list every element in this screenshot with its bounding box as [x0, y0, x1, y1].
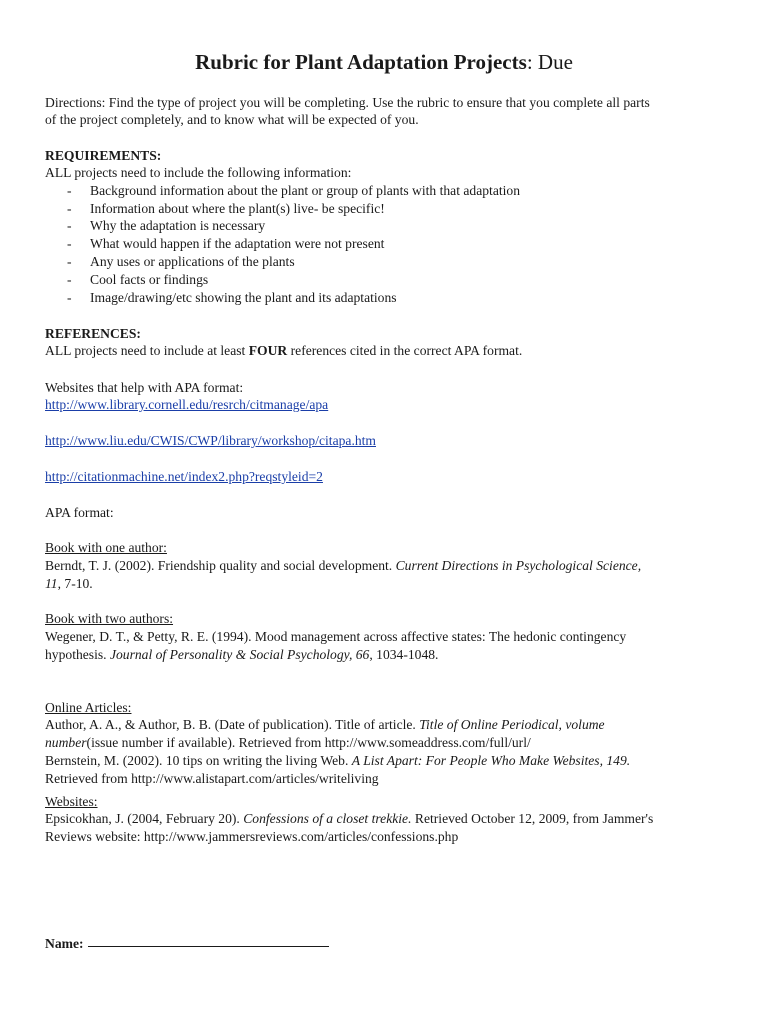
websites-heading: Websites:	[45, 794, 98, 809]
apa-link-liu[interactable]: http://www.liu.edu/CWIS/CWP/library/workshop/citapa.htm	[45, 433, 376, 448]
requirement-item: Why the adaptation is necessary	[90, 218, 266, 233]
requirement-item: What would happen if the adaptation were not present	[90, 236, 385, 251]
citation-italic: A List Apart: For People Who Make Websites, 149.	[351, 753, 631, 768]
references-requirement	[45, 342, 522, 359]
citation-text: Berndt, T. J. (2002). Friendship quality and social development.	[45, 558, 396, 573]
citation-text: (issue number if available). Retrieved from http://www.someaddress.com/full/url/	[86, 735, 531, 750]
requirement-item: Cool facts or findings	[90, 272, 209, 287]
book-two-authors-heading: Book with two authors:	[45, 611, 174, 626]
citation-text: Author, A. A., & Author, B. B. (Date of publication). Title of article.	[45, 717, 420, 732]
book-one-line-1	[45, 557, 641, 574]
requirement-item: Information about where the plant(s) live- be specific!	[90, 201, 385, 216]
references-pre: ALL projects need to include at least	[45, 343, 249, 358]
citation-text: , 1034-1048.	[369, 647, 439, 662]
book-one-line-2	[45, 575, 93, 592]
citation-italic: Current Directions in Psychological Science,	[395, 558, 642, 573]
apa-format-label: APA format:	[45, 505, 114, 520]
bullet-dash: -	[67, 254, 72, 269]
references-count: FOUR	[248, 343, 288, 358]
requirement-item: Image/drawing/etc showing the plant and its adaptations	[90, 290, 397, 305]
requirements-intro: ALL projects need to include the following information:	[45, 165, 352, 180]
citation-italic: Journal of Personality & Social Psychology, 66	[109, 647, 370, 662]
apa-link-cornell[interactable]: http://www.library.cornell.edu/resrch/citmanage/apa	[45, 397, 329, 412]
bullet-dash: -	[67, 183, 72, 198]
page-title	[0, 50, 768, 74]
online-articles-line-3	[45, 752, 630, 769]
citation-italic: Title of Online Periodical, volume	[419, 717, 605, 732]
bullet-dash: -	[67, 290, 72, 305]
bullet-dash: -	[67, 218, 72, 233]
online-articles-line-4: Retrieved from http://www.alistapart.com/articles/writeliving	[45, 771, 379, 786]
directions-line-1: Directions: Find the type of project you will be completing. Use the rubric to ensure that you complete all parts	[45, 95, 650, 110]
websites-intro: Websites that help with APA format:	[45, 380, 244, 395]
references-heading: REFERENCES:	[45, 326, 141, 341]
requirements-heading: REQUIREMENTS:	[45, 148, 162, 163]
requirement-item: Any uses or applications of the plants	[90, 254, 295, 269]
online-articles-line-2	[45, 734, 531, 751]
citation-text: Bernstein, M. (2002). 10 tips on writing the living Web.	[45, 753, 352, 768]
link-row	[45, 432, 376, 449]
citation-italic: 11	[45, 576, 58, 591]
link-row	[45, 396, 328, 413]
online-articles-line-1	[45, 716, 605, 733]
websites-line-1	[45, 810, 653, 827]
book-two-line-1: Wegener, D. T., & Petty, R. E. (1994). Mood management across affective states: The hedonic contingency	[45, 629, 627, 644]
requirement-item: Background information about the plant or group of plants with that adaptation	[90, 183, 520, 198]
online-articles-heading: Online Articles:	[45, 700, 132, 715]
bullet-dash: -	[67, 236, 72, 251]
title-rest: : Due	[526, 50, 573, 74]
citation-text: hypothesis.	[45, 647, 110, 662]
references-post: references cited in the correct APA format.	[287, 343, 523, 358]
bullet-dash: -	[67, 272, 72, 287]
book-one-author-heading: Book with one author:	[45, 540, 167, 555]
apa-link-citationmachine[interactable]: http://citationmachine.net/index2.php?reqstyleid=2	[45, 469, 323, 484]
citation-italic: Confessions of a closet trekkie.	[243, 811, 412, 826]
websites-line-2: Reviews website: http://www.jammersreviews.com/articles/confessions.php	[45, 829, 459, 844]
bullet-dash: -	[67, 201, 72, 216]
directions-line-2: of the project completely, and to know what will be expected of you.	[45, 112, 419, 127]
book-two-line-2	[45, 646, 438, 663]
citation-italic: number	[45, 735, 87, 750]
citation-text: Epsicokhan, J. (2004, February 20).	[45, 811, 244, 826]
name-label: Name:	[45, 936, 84, 951]
link-row	[45, 468, 323, 485]
title-bold: Rubric for Plant Adaptation Projects	[195, 50, 527, 74]
name-field[interactable]	[88, 946, 329, 947]
citation-text: , 7-10.	[57, 576, 93, 591]
citation-text: Retrieved October 12, 2009, from Jammer's	[411, 811, 654, 826]
